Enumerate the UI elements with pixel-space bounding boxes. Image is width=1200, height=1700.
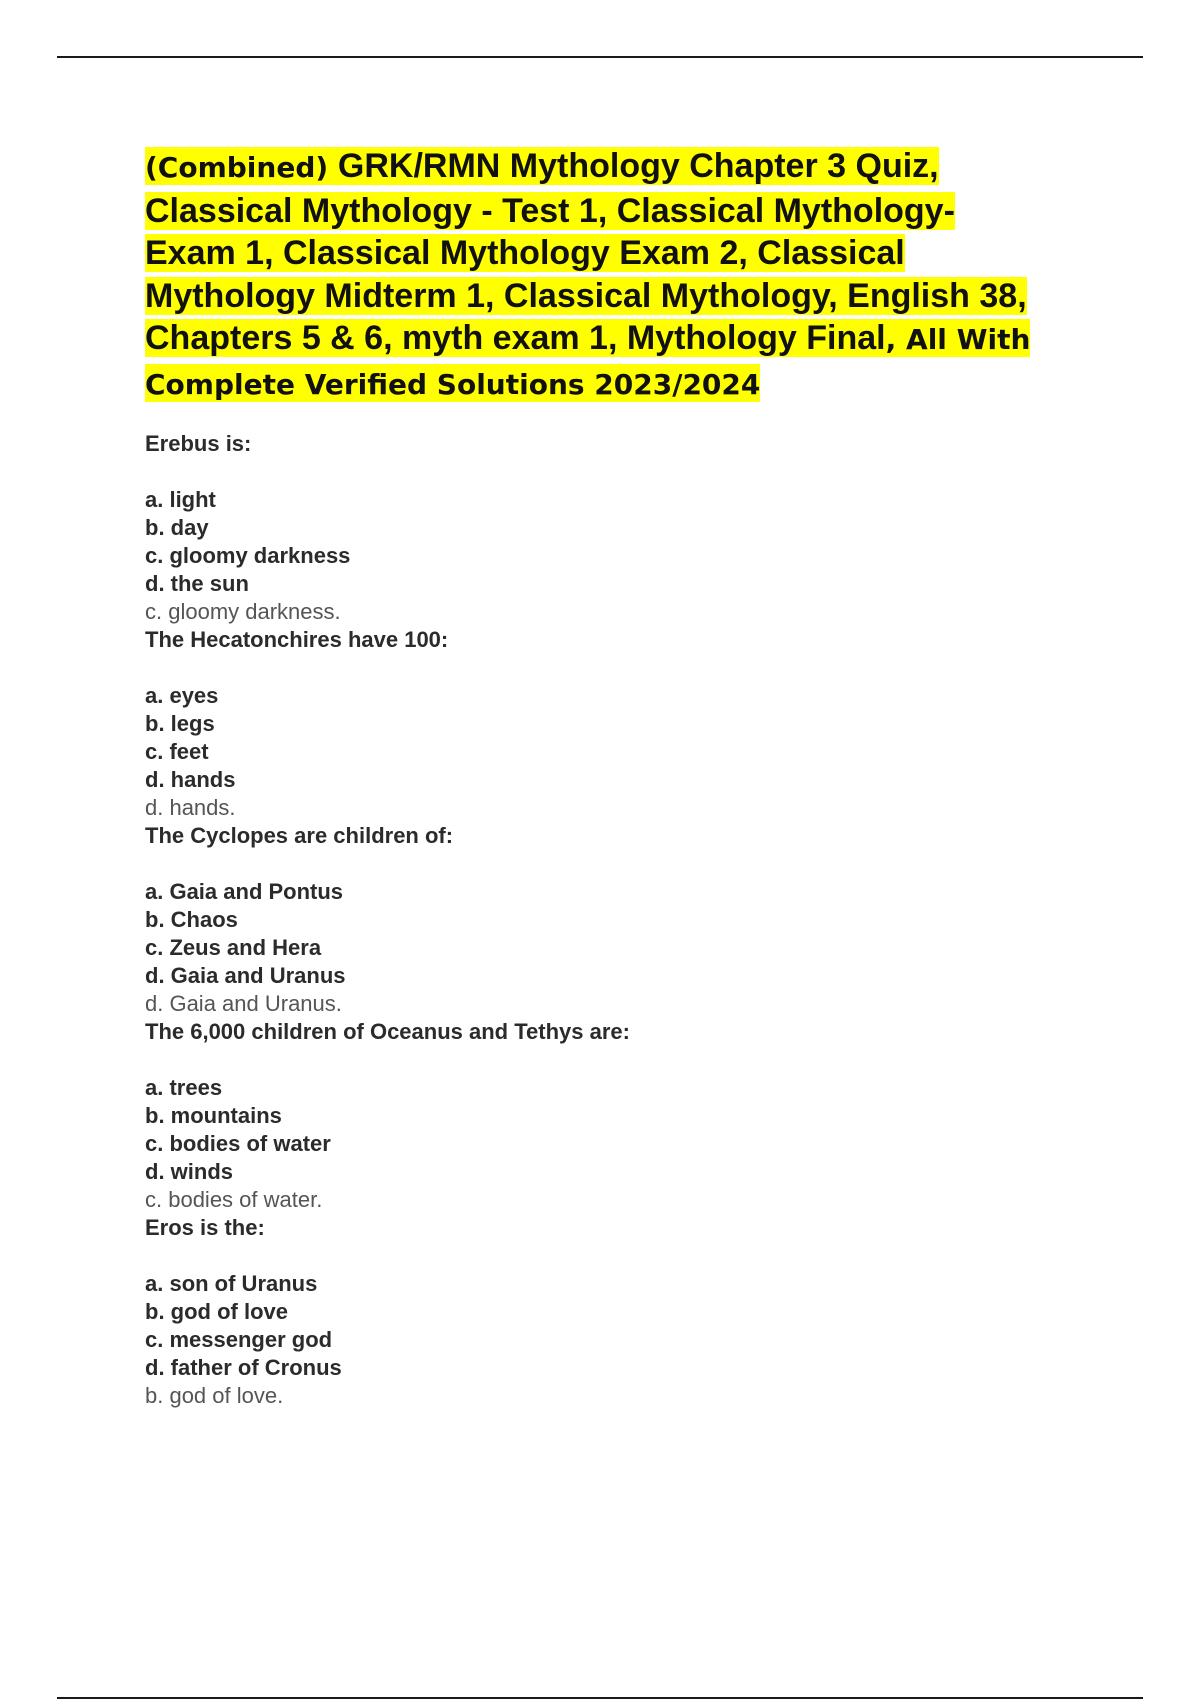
spacer bbox=[145, 850, 1045, 878]
answer-option: a. Gaia and Pontus bbox=[145, 879, 344, 904]
title-segment: Mythology Midterm 1, Classical Mythology, English 38, bbox=[145, 276, 1027, 315]
answer-option: d. Gaia and Uranus bbox=[145, 963, 346, 988]
spacer bbox=[145, 1242, 1045, 1270]
title-line bbox=[145, 232, 1125, 275]
title-segment: Chapters 5 & 6, myth exam 1, Mythology Final bbox=[145, 319, 886, 357]
title-line bbox=[145, 145, 1125, 190]
answer-option: c. messenger god bbox=[145, 1327, 333, 1352]
answer-option: d. hands bbox=[145, 767, 236, 792]
answer-option: b. day bbox=[145, 515, 209, 540]
answer-option: d. winds bbox=[145, 1159, 233, 1184]
title-highlight bbox=[145, 319, 1030, 357]
question-text: Erebus is: bbox=[145, 431, 252, 456]
answer-option: a. trees bbox=[145, 1075, 223, 1100]
title-segment: Classical Mythology - Test 1, Classical Mythology- bbox=[145, 191, 955, 230]
question-text: Eros is the: bbox=[145, 1215, 265, 1240]
answer-option: d. the sun bbox=[145, 571, 249, 596]
spacer bbox=[145, 458, 1045, 486]
title-highlight bbox=[145, 192, 955, 230]
correct-answer: d. Gaia and Uranus. bbox=[145, 991, 342, 1016]
answer-option: a. eyes bbox=[145, 683, 219, 708]
quiz-content bbox=[145, 430, 1045, 1410]
title-line bbox=[145, 362, 1125, 407]
answer-option: b. god of love bbox=[145, 1299, 288, 1324]
question-block bbox=[145, 822, 1045, 1018]
correct-answer: c. gloomy darkness. bbox=[145, 599, 341, 624]
question-block bbox=[145, 1018, 1045, 1214]
title-line bbox=[145, 190, 1125, 233]
answer-option: c. gloomy darkness bbox=[145, 543, 351, 568]
title-highlight bbox=[145, 234, 905, 272]
title-highlight bbox=[145, 364, 760, 402]
document-title bbox=[145, 145, 1125, 406]
answer-option: c. feet bbox=[145, 739, 209, 764]
question-text: The Hecatonchires have 100: bbox=[145, 627, 449, 652]
title-segment: , All With bbox=[885, 323, 1031, 356]
title-segment: Complete Verified Solutions 2023/2024 bbox=[145, 367, 761, 401]
title-line bbox=[145, 317, 1125, 362]
title-segment: GRK/RMN Mythology Chapter 3 Quiz, bbox=[337, 147, 939, 185]
title-highlight bbox=[145, 277, 1027, 315]
answer-option: b. mountains bbox=[145, 1103, 282, 1128]
spacer bbox=[145, 1046, 1045, 1074]
question-text: The Cyclopes are children of: bbox=[145, 823, 454, 848]
title-segment: (Combined) bbox=[145, 151, 338, 184]
title-highlight bbox=[145, 147, 939, 185]
correct-answer: c. bodies of water. bbox=[145, 1187, 323, 1212]
question-block bbox=[145, 430, 1045, 626]
bottom-rule bbox=[57, 1697, 1143, 1699]
question-text: The 6,000 children of Oceanus and Tethys are: bbox=[145, 1019, 630, 1044]
correct-answer: d. hands. bbox=[145, 795, 236, 820]
title-line bbox=[145, 275, 1125, 318]
title-segment: Exam 1, Classical Mythology Exam 2, Classical bbox=[145, 234, 905, 272]
answer-option: b. Chaos bbox=[145, 907, 238, 932]
answer-option: a. son of Uranus bbox=[145, 1271, 318, 1296]
answer-option: b. legs bbox=[145, 711, 215, 736]
answer-option: c. Zeus and Hera bbox=[145, 935, 322, 960]
question-block bbox=[145, 626, 1045, 822]
answer-option: c. bodies of water bbox=[145, 1131, 331, 1156]
answer-option: a. light bbox=[145, 487, 216, 512]
answer-option: d. father of Cronus bbox=[145, 1355, 342, 1380]
spacer bbox=[145, 654, 1045, 682]
question-block bbox=[145, 1214, 1045, 1410]
top-rule bbox=[57, 56, 1143, 58]
correct-answer: b. god of love. bbox=[145, 1383, 284, 1408]
